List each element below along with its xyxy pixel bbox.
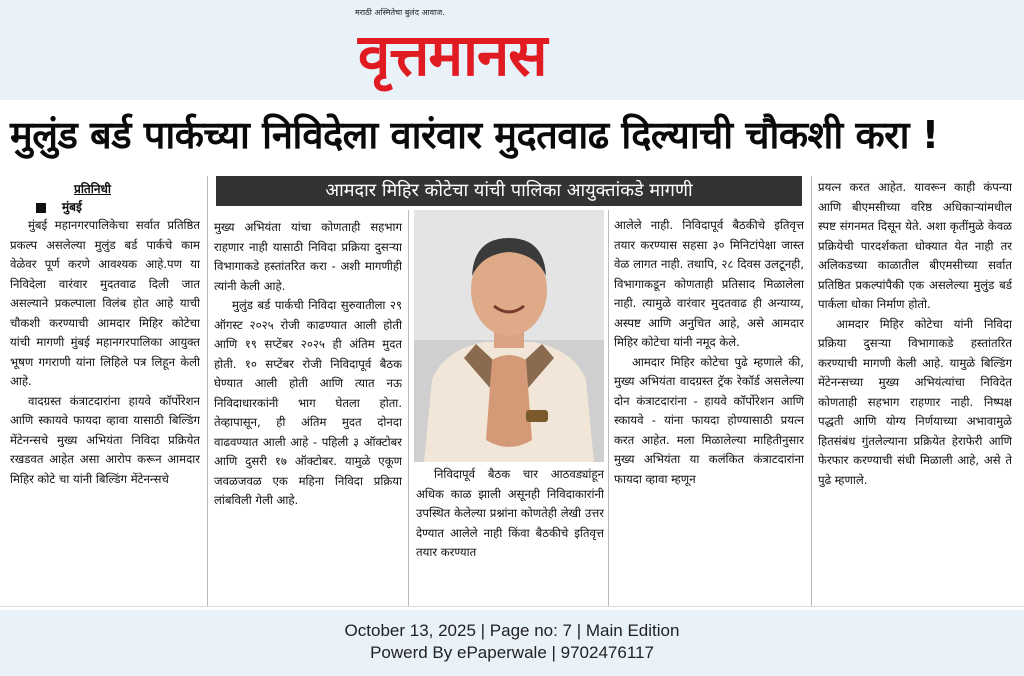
masthead-tagline: मराठी अस्मितेचा बुलंद आवाज.: [355, 8, 445, 17]
byline-place: मुंबई: [62, 200, 82, 214]
article-column-4: [818, 178, 1012, 608]
paragraph: आलेले नाही. निविदापूर्व बैठकीचे इतिवृत्त तयार करण्यास सहसा ३० मिनिटांपेक्षा जास्त वेळ लागत नाही. तथापि, २८ दिवस उलटूनही, विभागाकडून कोणताही प्रतिसाद मिळालेला नाही. त्यामुळे वारंवार मुदतवाढ ही अन्याय्य, अस्पष्ट आणि अनुचित आहे, असे आमदार मिहिर कोटेचा यांनी नमूद केले.: [614, 218, 804, 349]
paragraph: आमदार मिहिर कोटेचा पुढे म्हणाले की, मुख्य अभियंता वादग्रस्त ट्रॅक रेकॉर्ड असलेल्या दोन कंत्राटदारांना - हायवे कॉर्पोरेशन आणि स्कायवे - यांना फायदा होण्यासाठी प्रयत्न करत आहेत. मला मिळालेल्या माहितीनुसार मुख्य अभियंता या कलंकित कंत्राटदारांना फायदा व्हावा म्हणून: [614, 354, 804, 486]
article-headline: मुलुंड बर्ड पार्कच्या निविदेला वारंवार मुदतवाढ दिल्याची चौकशी करा !: [10, 113, 939, 157]
mla-portrait-photo: [414, 210, 604, 462]
portrait-illustration: [414, 210, 604, 462]
footer-date-line: October 13, 2025 | Page no: 7 | Main Edition: [344, 621, 680, 640]
newspaper-logo: वृत्तमानस: [358, 21, 547, 89]
paragraph: आमदार मिहिर कोटेचा यांनी निविदा प्रक्रिया दुसऱ्या विभागाकडे हस्तांतरित करण्याची मागणी केली आहे. यामुळे बिल्डिंग मेंटेनन्सच्या मुख्य अभियंत्यांचा निविदेत कोणताही सहभाग राहणार नाही. निष्पक्ष पद्धती आणि योग्य निर्णयाच्या अभावामुळे हितसंबंध गुंतलेल्याना प्रक्रियेत हेराफेरी आणि फेरफार करण्याची संधी मिळाली आहे, असे ते पुढे म्हणाले.: [818, 316, 1012, 487]
column-rule: [811, 176, 812, 606]
byline: [62, 180, 112, 214]
article-column-3: [614, 216, 804, 606]
photo-side-text: [416, 465, 604, 605]
byline-place-row: [36, 198, 82, 215]
paragraph: मुख्य अभियंता यांचा कोणताही सहभाग राहणार नाही यासाठी निविदा प्रक्रिया दुसऱ्या विभागाकडे हस्तांतरित करा - अशी मागणीही त्यांनी केली आहे.: [214, 220, 402, 293]
paragraph: निविदापूर्व बैठक चार आठवड्यांहून अधिक काळ झाली असूनही निविदाकारांनी उपस्थित केलेल्या प्रश्नांना कोणतेही लेखी उत्तर देण्यात आलेले नाही किंवा बैठकीचे इतिवृत्त तयार करण्यात: [416, 467, 604, 559]
paragraph: प्रयत्न करत आहेत. यावरून काही कंपन्या आणि बीएमसीच्या वरिष्ठ अधिकाऱ्यांमधील स्पष्ट संगनमत दिसून येते. अशा कृतींमुळे केवळ प्रक्रियेची पारदर्शकता धोक्यात येत नाही तर अलिकडच्या काळातील बीएमसीच्या सर्वात प्रतिष्ठित प्रकल्पांपैकी एक असलेल्या मुलुंड बर्ड पार्कला धोका निर्माण होतो.: [818, 180, 1012, 311]
column-rule: [608, 210, 609, 606]
epaper-footer: [0, 610, 1024, 676]
column-rule: [408, 210, 409, 606]
byline-reporter: प्रतिनिधी: [74, 182, 112, 196]
article-column-2: [214, 218, 402, 606]
paragraph: मुंबई महानगरपालिकेचा सर्वात प्रतिष्ठित प्रकल्प असलेल्या मुलुंड बर्ड पार्कचे काम वेळेवर पूर्ण करणे आवश्यक आहे.पण या निविदेला वारंवार मुदतवाढ दिली जात असल्याने प्रकल्पाला विलंब होत आहे याची चौकशी करण्याची आमदार मिहिर कोटेचा यांची मागणी मुंबई महानगरपालिका आयुक्त भूषण गगराणी यांना लिहिले पत्र लिहून केली आहे.: [10, 218, 200, 388]
paragraph: मुलुंड बर्ड पार्कची निविदा सुरुवातीला २९ ऑगस्ट २०२५ रोजी काढण्यात आली होती आणि १९ सप्टेंबर २०२५ ही अंतिम मुदत होती. १० सप्टेंबर रोजी निविदापूर्व बैठक घेण्यात आली होती आणि त्यात नऊ निविदाधारकांनी भाग घेतला होता. तेव्हापासून, ही अंतिम मुदत दोनदा वाढवण्यात आली आहे - पहिली ३ ऑक्टोबर आणि दुसरी १७ ऑक्टोबर. यामुळे एकूण जवळजवळ एक महिना निविदा प्रक्रिया लांबविली गेली आहे.: [214, 298, 402, 507]
footer-powered-line: Powerd By ePaperwale | 9702476117: [370, 643, 654, 662]
paragraph: वादग्रस्त कंत्राटदारांना हायवे कॉर्पोरेशन आणि स्कायवे फायदा व्हावा यासाठी बिल्डिंग मेंटेनन्सचे मुख्य अभियंता निविदा प्रक्रियेत रखडवत आहेत असा आरोप करून आमदार मिहिर कोटे चा यांनी बिल्डिंग मेंटेनन्सचे: [10, 393, 200, 486]
column-rule: [207, 176, 208, 606]
article-subheadline: आमदार मिहिर कोटेचा यांची पालिका आयुक्तांकडे मागणी: [216, 176, 802, 206]
article-column-1: [10, 216, 200, 606]
bullet-square-icon: [36, 203, 46, 213]
